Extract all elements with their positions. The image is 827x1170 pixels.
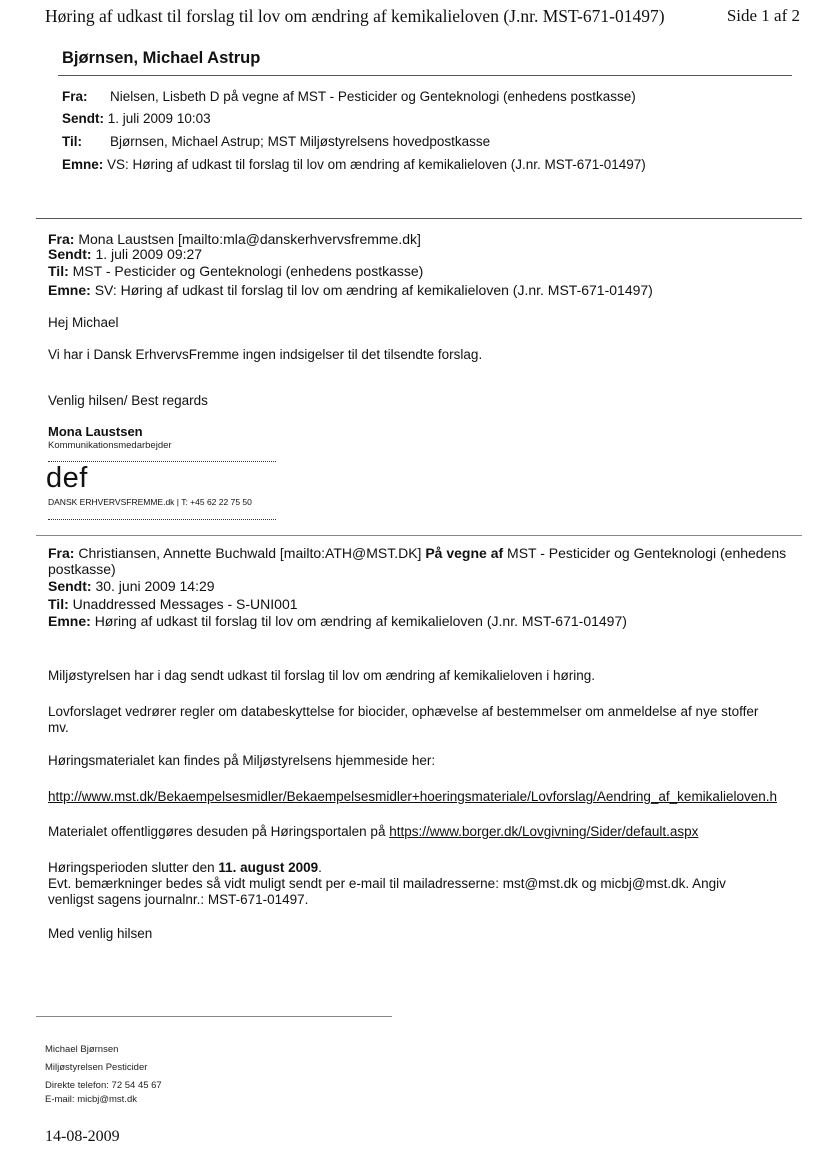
msg2-sent-value: 30. juni 2009 14:29 [95,578,215,594]
header-sent-row [62,111,211,126]
msg1-subject-row [48,282,653,298]
msg1-from-label: Fra: [48,231,75,247]
mst-hearing-link[interactable]: http://www.mst.dk/Bekaempelsesmidler/Bekaempelsesmidler+hoeringsmateriale/Lovforslag/Aendring_af_kemikalieloven.h [48,789,777,804]
header-subject-row [62,157,646,172]
msg2-paragraph-5-text: Høringsperioden slutter den [48,860,219,875]
msg2-paragraph-2-line-2: mv. [48,720,69,735]
msg2-from-value: Christiansen, Annette Buchwald [mailto:ATH@MST.DK] [78,545,422,561]
header-to-value: Bjørnsen, Michael Astrup; MST Miljøstyrelsens hovedpostkasse [110,134,491,149]
msg2-paragraph-4 [48,824,698,839]
msg2-paragraph-2-line-1: Lovforslaget vedrører regler om databeskyttelse for biocider, ophævelse af bestemmelser om anmeldelse af nye stoffer [48,704,759,719]
msg1-from-value: Mona Laustsen [mailto:mla@danskerhvervsfremme.dk] [78,231,421,247]
header-divider [58,75,792,76]
msg1-to-row [48,263,423,279]
msg1-signature-divider-bottom [48,519,276,520]
msg1-sent-row [48,246,202,262]
msg1-to-value: MST - Pesticider og Genteknologi (enhedens postkasse) [72,263,424,279]
def-logo: def [46,462,88,494]
msg1-body: Vi har i Dansk ErhvervsFremme ingen indsigelser til det tilsendte forslag. [48,347,483,362]
msg2-paragraph-3: Høringsmaterialet kan findes på Miljøstyrelsens hjemmeside her: [48,753,436,768]
msg2-subject-value: Høring af udkast til forslag til lov om ændring af kemikalieloven (J.nr. MST-671-01497) [94,613,627,629]
msg2-paragraph-4-text: Materialet offentliggøres desuden på Høringsportalen på [48,824,390,839]
msg2-on-behalf-label: På vegne af [425,545,504,561]
msg1-closing: Venlig hilsen/ Best regards [48,393,208,408]
msg2-from-label: Fra: [48,545,75,561]
signature-name: Michael Bjørnsen [45,1044,119,1055]
msg2-sent-label: Sendt: [48,578,92,594]
page-number: Side 1 af 2 [726,6,800,25]
msg2-to-value: Unaddressed Messages - S-UNI001 [72,596,298,612]
msg1-signature-name: Mona Laustsen [48,424,143,439]
msg2-on-behalf-cont: postkasse) [48,561,116,577]
msg1-to-label: Til: [48,263,69,279]
header-sent-value: 1. juli 2009 10:03 [107,111,211,126]
msg2-paragraph-5-suffix: . [318,860,322,875]
msg2-link-mst-row [48,789,798,804]
msg2-sent-row [48,578,215,594]
header-from-label: Fra: [62,89,88,104]
msg2-on-behalf-value: MST - Pesticider og Genteknologi (enhedens [507,545,787,561]
header-from-row [62,89,636,104]
msg2-paragraph-1: Miljøstyrelsen har i dag sendt udkast til forslag til lov om ændring af kemikalieloven i høring. [48,668,595,683]
msg2-from-row [48,545,786,561]
header-from-value: Nielsen, Lisbeth D på vegne af MST - Pesticider og Genteknologi (enhedens postkasse) [110,89,636,104]
signature-divider [36,1016,392,1017]
msg2-closing: Med venlig hilsen [48,926,153,941]
recipient-name: Bjørnsen, Michael Astrup [62,49,261,67]
msg2-subject-row [48,613,627,629]
footer-date: 14-08-2009 [45,1128,120,1145]
header-to-label: Til: [62,134,82,149]
msg2-paragraph-5 [48,860,322,875]
page-title: Høring af udkast til forslag til lov om ændring af kemikalieloven (J.nr. MST-671-01497) [45,6,665,26]
msg2-paragraph-6-line-1: Evt. bemærkninger bedes så vidt muligt sendt per e-mail til mailadresserne: mst@mst.dk og micbj@mst.dk. Angiv [48,876,726,891]
message-divider-1 [36,218,802,219]
msg2-subject-label: Emne: [48,613,91,629]
msg1-signature-title: Kommunikationsmedarbejder [48,440,172,451]
msg2-to-row [48,596,298,612]
msg1-greeting: Hej Michael [48,315,119,330]
msg1-subject-value: SV: Høring af udkast til forslag til lov om ændring af kemikalieloven (J.nr. MST-671-01497) [94,282,653,298]
msg2-deadline-date: 11. august 2009 [218,860,319,875]
borger-dk-link[interactable]: https://www.borger.dk/Lovgivning/Sider/default.aspx [389,824,699,839]
header-subject-value: VS: Høring af udkast til forslag til lov om ændring af kemikalieloven (J.nr. MST-671-01497) [107,157,646,172]
header-sent-label: Sendt: [62,111,104,126]
msg2-to-label: Til: [48,596,69,612]
header-to-row [62,134,490,149]
signature-org: Miljøstyrelsen Pesticider [45,1062,148,1073]
msg1-from-row [48,231,421,247]
message-divider-2 [36,535,802,536]
msg1-sent-value: 1. juli 2009 09:27 [95,246,203,262]
signature-email: E-mail: micbj@mst.dk [45,1094,137,1105]
header-subject-label: Emne: [62,157,104,172]
msg1-subject-label: Emne: [48,282,91,298]
msg2-paragraph-6-line-2: venligst sagens journalnr.: MST-671-01497. [48,892,309,907]
msg1-org-line: DANSK ERHVERVSFREMME.dk | T: +45 62 22 75 50 [48,497,252,507]
msg1-sent-label: Sendt: [48,246,92,262]
signature-phone: Direkte telefon: 72 54 45 67 [45,1080,162,1091]
